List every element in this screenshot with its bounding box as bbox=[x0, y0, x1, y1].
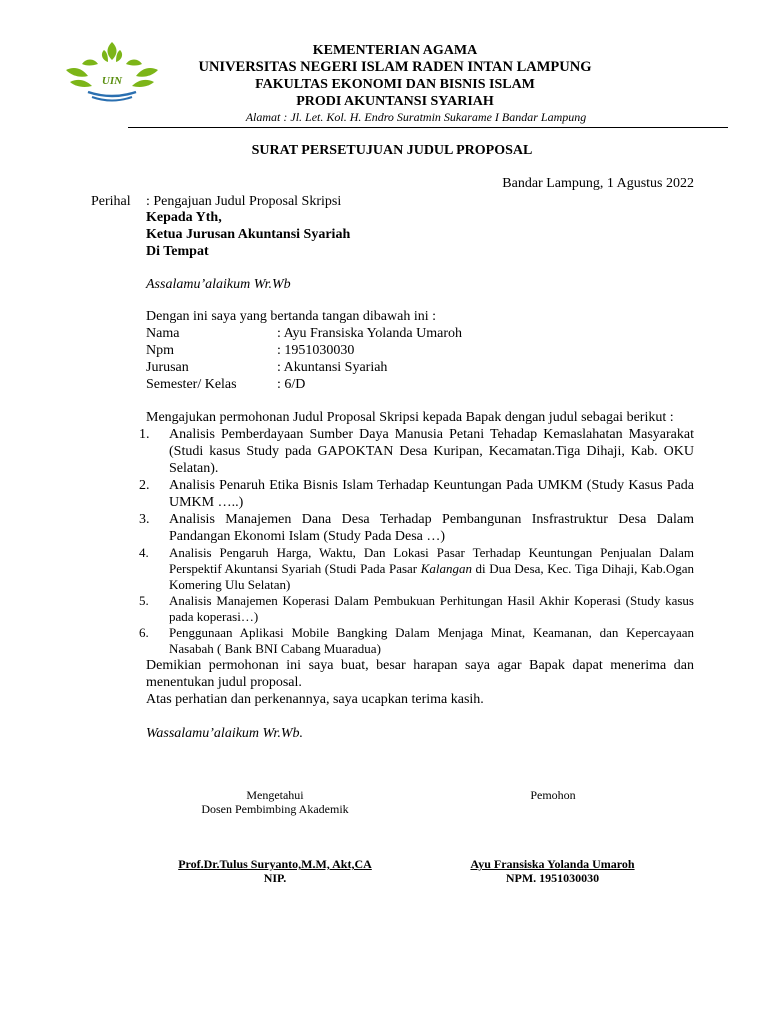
identity-row-name bbox=[146, 325, 694, 342]
list-item-text-part: Analisis Pengaruh Harga, Waktu, Dan Lokasi Pasar Terhadap Keuntungan Penjualan Dalam Perspektif Akuntansi Syariah (Studi Pada Pasar bbox=[169, 545, 694, 576]
list-item bbox=[139, 426, 694, 477]
list-item bbox=[139, 593, 694, 625]
list-item-text-part: di Dua Desa, Kec. Tiga Dihaji, Kab.Ogan Komering Ulu Selatan) bbox=[169, 561, 694, 592]
letterhead-address: Alamat : Jl. Let. Kol. H. Endro Suratmin Sukarame I Bandar Lampung bbox=[245, 110, 587, 124]
list-item bbox=[139, 545, 694, 593]
subject-label: Perihal bbox=[91, 194, 131, 209]
recipient-place: Di Tempat bbox=[146, 244, 209, 259]
identity-label: Jurusan bbox=[146, 360, 189, 375]
signature-block-applicant bbox=[478, 788, 628, 802]
list-item-text: Analisis Manajemen Koperasi Dalam Pembukuan Perhitungan Hasil Akhir Koperasi (Study kasus pada koperasi…) bbox=[169, 593, 694, 624]
identity-value: : Ayu Fransiska Yolanda Umaroh bbox=[277, 326, 462, 341]
identity-value: : Akuntansi Syariah bbox=[277, 360, 388, 375]
identity-value: : 1951030030 bbox=[277, 343, 355, 358]
opening-salutation: Assalamu’alaikum Wr.Wb bbox=[146, 277, 291, 292]
list-item-text: Analisis Pemberdayaan Sumber Daya Manusia Petani Tehadap Kemaslahatan Masyarakat (Studi kasus Study pada GAPOKTAN Desa Kuripan, Kecamatan.Tiga Dihaji, Kab. OKU Selatan). bbox=[169, 427, 694, 476]
list-item bbox=[139, 477, 694, 511]
identity-value: : 6/D bbox=[277, 377, 306, 392]
applicant-name: Ayu Fransiska Yolanda Umaroh bbox=[470, 857, 635, 871]
recipient-title: Ketua Jurusan Akuntansi Syariah bbox=[146, 227, 351, 242]
letterhead-program: PRODI AKUNTANSI SYARIAH bbox=[296, 94, 494, 109]
advisor-name: Prof.Dr.Tulus Suryanto,M.M, Akt,CA bbox=[178, 857, 372, 871]
list-item-number: 1. bbox=[139, 427, 150, 442]
identity-label: Nama bbox=[146, 326, 180, 341]
applicant-label: Pemohon bbox=[530, 788, 576, 802]
intro-sentence: Dengan ini saya yang bertanda tangan dibawah ini : bbox=[146, 309, 437, 324]
list-item-text: Analisis Manajemen Dana Desa Terhadap Pembangunan Insfrastruktur Desa Dalam Pandangan Ekonomi Islam (Study Pada Desa …) bbox=[169, 512, 694, 544]
letterhead-ministry: KEMENTERIAN AGAMA bbox=[312, 43, 478, 58]
identity-row-npm bbox=[146, 342, 694, 359]
letterhead-university: UNIVERSITAS NEGERI ISLAM RADEN INTAN LAMPUNG bbox=[198, 59, 592, 75]
list-item-number: 3. bbox=[139, 512, 150, 527]
recipient-greeting: Kepada Yth, bbox=[146, 210, 222, 225]
list-item-number: 6. bbox=[139, 625, 149, 640]
subject-value: : Pengajuan Judul Proposal Skripsi bbox=[146, 194, 342, 209]
letterhead-faculty: FAKULTAS EKONOMI DAN BISNIS ISLAM bbox=[255, 77, 535, 92]
list-item-number: 5. bbox=[139, 593, 149, 608]
advisor-role: Dosen Pembimbing Akademik bbox=[201, 802, 349, 816]
applicant-npm: NPM. 1951030030 bbox=[505, 871, 600, 885]
list-item bbox=[139, 625, 694, 657]
proposal-title-list bbox=[139, 426, 694, 657]
applicant-name-block bbox=[440, 857, 665, 885]
list-item bbox=[139, 511, 694, 545]
university-logo bbox=[60, 40, 164, 104]
identity-label: Npm bbox=[146, 343, 174, 358]
closing-paragraph: Demikian permohonan ini saya buat, besar harapan saya agar Bapak dapat menerima dan menentukan judul proposal. bbox=[146, 658, 694, 690]
advisor-nip: NIP. bbox=[263, 871, 287, 885]
request-paragraph: Mengajukan permohonan Judul Proposal Skripsi kepada Bapak dengan judul sebagai berikut : bbox=[146, 410, 674, 425]
identity-label: Semester/ Kelas bbox=[146, 377, 237, 392]
list-item-text bbox=[169, 545, 694, 592]
thanks-paragraph: Atas perhatian dan perkenannya, saya ucapkan terima kasih. bbox=[146, 692, 484, 707]
letter-body bbox=[139, 209, 694, 742]
list-item-number: 4. bbox=[139, 545, 149, 560]
letterhead bbox=[170, 43, 620, 110]
list-item-text: Analisis Penaruh Etika Bisnis Islam Terhadap Keuntungan Pada UMKM (Study Kasus Pada UMKM …..) bbox=[169, 478, 694, 510]
logo-text: UIN bbox=[101, 75, 123, 87]
list-item-number: 2. bbox=[139, 478, 150, 493]
advisor-name-block bbox=[150, 857, 400, 885]
letter-date: Bandar Lampung, 1 Agustus 2022 bbox=[502, 176, 694, 191]
advisor-acknowledge-label: Mengetahui bbox=[246, 788, 304, 802]
letterhead-divider bbox=[128, 127, 728, 128]
identity-row-semester bbox=[146, 376, 694, 393]
signature-block-advisor bbox=[150, 788, 400, 816]
identity-row-major bbox=[146, 359, 694, 376]
list-item-text-italic: Kalangan bbox=[420, 561, 472, 576]
document-title: SURAT PERSETUJUAN JUDUL PROPOSAL bbox=[251, 143, 533, 158]
list-item-text: Penggunaan Aplikasi Mobile Bangking Dalam Menjaga Minat, Keamanan, dan Kepercayaan Nasabah ( Bank BNI Cabang Muaradua) bbox=[169, 625, 694, 656]
closing-salutation: Wassalamu’alaikum Wr.Wb. bbox=[146, 726, 303, 741]
